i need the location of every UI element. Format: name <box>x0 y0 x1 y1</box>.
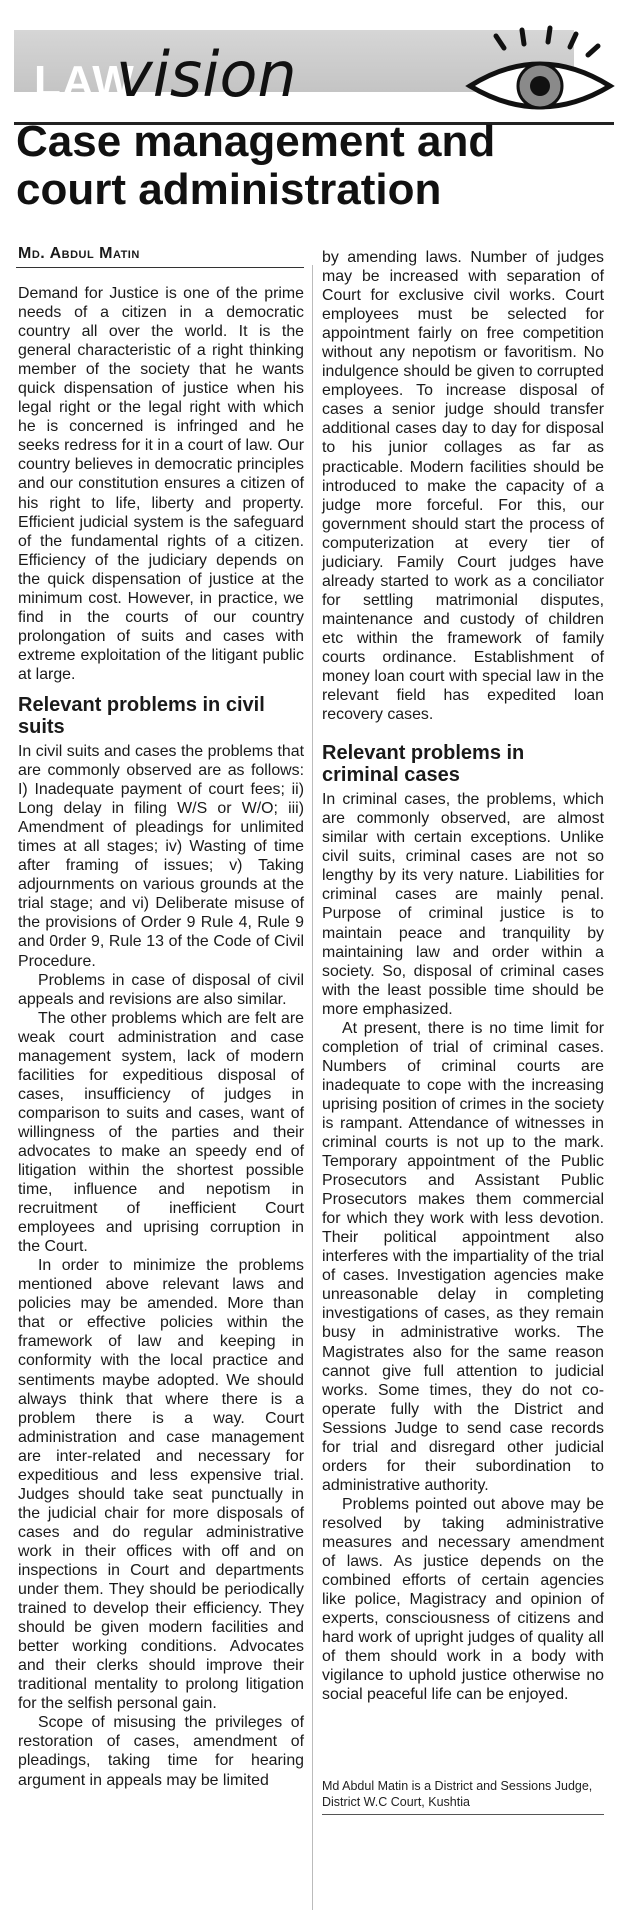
intro-paragraph: Demand for Justice is one of the prime needs of a citizen in a democratic country all over the world. It is the general characteristic of a right thinking member of the society that he wants quick dispensation of justice when his legal right or the legal right with which he is concerned is infringed and he seeks redress for it in a court of law. Our country believes in democratic principles and our constitution ensures a citizen of his right to life, liberty and property. Efficient judicial system is the safeguard of the fundamental rights of a citizen. Efficiency of the judiciary depends on the quick dispensation of justice at the minimum cost. However, in practice, we find in the courts of our country prolongation of suits and cases with extreme exploitation of the litigant public at large. <box>18 285 304 683</box>
civil-paragraph-continued: by amending laws. Number of judges may be increased with separation of Court for exclusive civil works. Court employees must be selected for appointment fairly on free competition without any nepotism or favoritism. No indulgence should be given to corrupted employees. To increase disposal of cases a senior judge should transfer additional cases day to day for disposal to his junior collages as far as practicable. Modern facilities should be introduced to make the capacity of a judge more forceful. For this, our government should start the process of computerization at every tier of judiciary. Family Court judges have already started to work as a conciliator for settling matrimonial disputes, maintenance and custody of children etc within the framework of family courts ordinance. Establishment of money loan court with special law in the relevant field has expedited loan recovery cases. <box>322 249 604 724</box>
civil-paragraph: The other problems which are felt are weak court administration and case management system, lack of modern facilities for expeditious disposal of cases, insufficiency of judges in comparison to suits and cases, want of willingness of the parties and their advocates to make an speedy end of litigation within the shortest possible time, influence and nepotism in recruitment of inefficient Court employees and uprising corruption in the Court. <box>18 1009 304 1256</box>
eye-icon <box>460 24 616 128</box>
civil-paragraph: Scope of misusing the privileges of restoration of cases, amendment of pleadings, taking time for hearing argument in appeals may be limited <box>18 1714 304 1789</box>
criminal-paragraph: Problems pointed out above may be resolved by taking administrative measures and necessary amendment of laws. As justice depends on the combined efforts of certain agencies like police, Magistracy and opinion of experts, consciousness of citizens and hard work of upright judges of quality all of them should work in a body with vigilance to uphold justice otherwise no social peaceful life can be enjoyed. <box>322 1495 604 1704</box>
author-bio: Md Abdul Matin is a District and Sessions Judge, District W.C Court, Kushtia <box>322 1779 593 1809</box>
bio-rule <box>322 1814 604 1815</box>
byline-rule <box>16 267 304 268</box>
civil-paragraph: Problems in case of disposal of civil appeals and revisions are also similar. <box>18 971 304 1008</box>
column-separator <box>312 265 313 1910</box>
article-column-right <box>322 248 604 1704</box>
article-column-left <box>18 284 304 1790</box>
criminal-paragraph: At present, there is no time limit for completion of trial of criminal cases. Numbers of criminal courts are inadequate to cope with the increasing uprising position of crimes in the society is rampant. Attendance of witnesses in criminal courts is not up to the mark. Temporary appointment of the Public Prosecutors and Assistant Public Prosecutors makes them commercial for which they work with less devotion. Their political appointment also interferes with the impartiality of the trial of cases. Investigation agencies make unreasonable delay in completing investigations of cases, as they remain busy in administrative works. The Magistrates also for the same reason cannot give full attention to judicial works. Some times, they do not co-operate fully with the District and Sessions Judge to send case records for trial and disregard other judicial orders for their subordination to administrative authority. <box>322 1019 604 1494</box>
masthead <box>14 24 614 111</box>
logo-vision: vision <box>116 38 297 111</box>
author-byline: Md. Abdul Matin <box>18 245 140 262</box>
civil-paragraph: In order to minimize the problems mentioned above relevant laws and policies may be amended. More than that or effective policies within the framework of law and keeping in conformity with the local practice and sentiments maybe adopted. We should always think that where there is a problem there is a way. Court administration and case management are inter-related and necessary for expeditious and less expensive trial. Judges should take seat punctually in the judicial chair for more disposals of cases and do regular administrative work in their offices with off and on inspections in Court and departments under them. They should be periodically trained to develop their efficiency. They should be given modern facilities and better working conditions. Advocates and their clerks should improve their traditional mentality to prolong litigation for the selfish personal gain. <box>18 1257 304 1713</box>
civil-paragraph: In civil suits and cases the problems that are commonly observed are as follows: I) Inadequate payment of court fees; ii) Long delay in filing W/S or W/O; iii) Amendment of pleadings for unlimited times at all stages; iv) Wasting of time after framing of issues; v) Taking adjournments on various grounds at the trial stage; and vi) Deliberate misuse of the provisions of Order 9 Rule 4, Rule 9 and 0rder 9, Rule 13 of the Code of Civil Procedure. <box>18 742 304 970</box>
civil-section-heading: Relevant problems in civil suits <box>18 693 265 738</box>
logo-law: LAW <box>34 57 135 106</box>
criminal-section-heading: Relevant problems in criminal cases <box>322 742 525 787</box>
article-title: Case management and court administration <box>16 117 496 214</box>
criminal-paragraph: In criminal cases, the problems, which are commonly observed, are almost similar with certain exceptions. Unlike civil suits, criminal cases are not so lengthy by its very nature. Liabilities for criminal cases are mainly penal. Purpose of criminal justice is to maintain peace and tranquility by maintaining law and order within a society. So, disposal of criminal cases with the least possible time should be more emphasized. <box>322 791 604 1018</box>
